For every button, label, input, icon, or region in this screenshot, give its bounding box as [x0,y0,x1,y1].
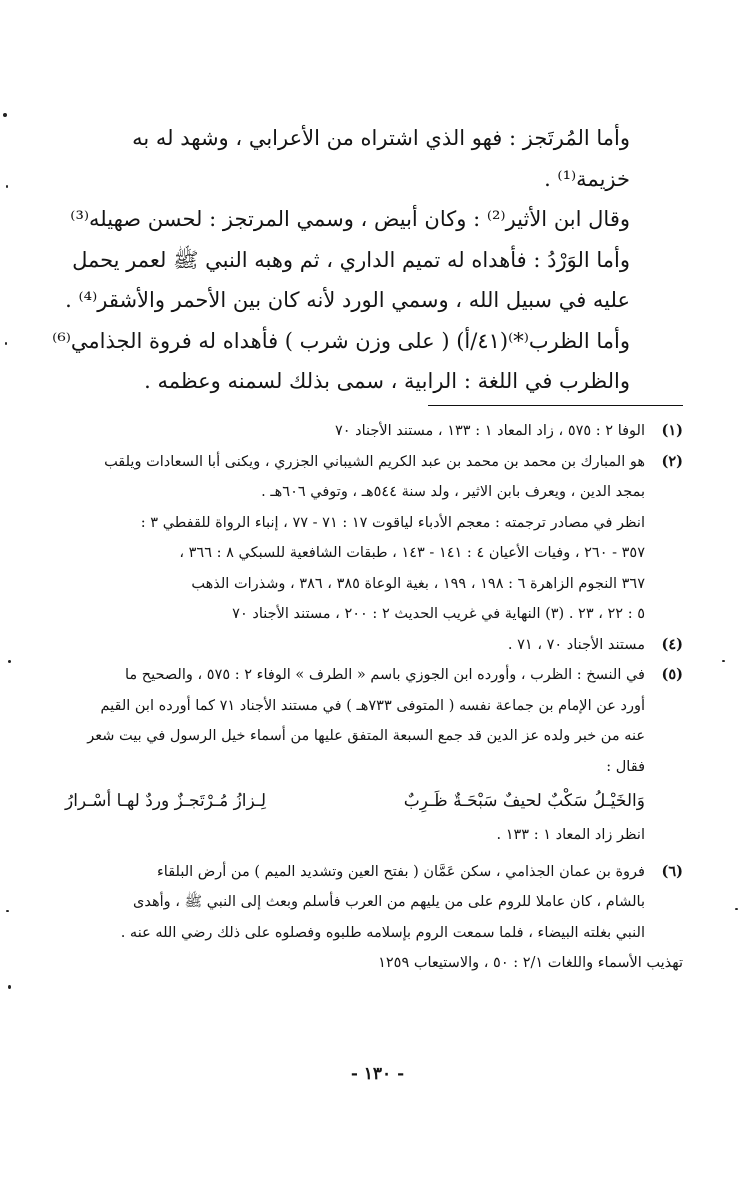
body-line: وأما الظرب⁽*⁾(٤١/أ) ( على وزن شرب ) فأهداه له فروة الجذامي⁽⁶⁾ [52,328,630,353]
scan-speck [8,985,11,989]
footnote-line: ٥ : ٢٢ ، ٢٣ . (٣) النهاية في غريب الحديث ٢ : ٢٠٠ ، مستند الأجناد ٧٠ [232,606,645,622]
footnote-line: ٣٥٧ - ٢٦٠ ، وفيات الأعيان ٤ : ١٤١ - ١٤٣ ، طبقات الشافعية للسبكي ٨ : ٣٦٦ ، [179,545,645,561]
body-line: وقال ابن الأثير⁽²⁾ : وكان أبيض ، وسمي المرتجز : لحسن صهيله⁽³⁾ [70,207,630,231]
main-text [52,118,630,402]
footnote-line: تهذيب الأسماء واللغات ٢/١ : ٥٠ ، والاستيعاب ١٢٥٩ [378,955,683,971]
footnote-number: (٢) [661,452,683,470]
footnote-line: الوفا ٢ : ٥٧٥ ، زاد المعاد ١ : ١٣٣ ، مستند الأجناد ٧٠ [334,423,645,439]
footnote-number: (١) [661,422,683,439]
footnote-line: هو المبارك بن محمد بن محمد بن عبد الكريم الشيباني الجزري ، ويكنى أبا السعادات ويلقب [104,453,645,470]
footnote-line: أورد عن الإمام بن جماعة نفسه ( المتوفى ٧٣٣هـ ) في مستند الأجناد ٧١ كما أورده ابن القيم [100,697,645,714]
footnote-6 [55,857,683,979]
footnote-2 [55,447,683,630]
footnote-number: (٦) [661,862,683,880]
scan-speck [8,660,11,663]
footnote-line: انظر زاد المعاد ١ : ١٣٣ . [496,827,645,843]
scan-speck [5,342,7,345]
verse-first-hemistich: وَالخَيْـلُ سَكْبٌ لحيفٌ سَبْحَـةٌ ظَـرِبٌ [403,791,645,811]
footnote-line: بالشام ، كان عاملا للروم على من يليهم من العرب فأسلم وبعث إلى النبي ﷺ ، وأهدى [133,894,645,910]
scan-speck [735,908,738,910]
footnote-5 [55,660,683,851]
page-number: - ١٣٠ - [350,1064,405,1084]
footnote-4 [55,630,683,661]
footnote-number: (٥) [661,666,683,683]
footnotes [55,416,683,979]
verse-second-hemistich: لِـزازُ مُـرْتَجـزٌ وردٌ لهـا أسْـرارُ [65,791,267,811]
scan-speck [6,185,8,188]
body-line: وأما المُرتَجز : فهو الذي اشتراه من الأعرابي ، وشهد له به [132,126,630,150]
footnote-line: انظر في مصادر ترجمته : معجم الأدباء لياقوت ١٧ : ٧١ - ٧٧ ، إنباء الرواة للقفطي ٣ : [140,514,645,531]
body-line: وأما الوَرْدُ : فأهداه له تميم الداري ، ثم وهبه النبي ﷺ لعمر يحمل [72,247,630,272]
footnote-line: فقال : [606,758,645,775]
body-line: عليه في سبيل الله ، وسمي الورد لأنه كان بين الأحمر والأشقر⁽⁴⁾ . [65,288,630,312]
footnote-divider [428,405,683,406]
scan-speck [6,910,9,912]
body-line: خزيمة⁽¹⁾ . [544,166,630,191]
scan-speck [3,113,7,117]
footnote-line: ٣٦٧ النجوم الزاهرة ٦ : ١٩٨ ، ١٩٩ ، بغية الوعاة ٣٨٥ ، ٣٨٦ ، وشذرات الذهب [191,575,645,592]
poem-verse [55,782,645,820]
body-line: والظرب في اللغة : الرابية ، سمى بذلك لسمنه وعظمه . [144,369,630,393]
footnote-line: بمجد الدين ، ويعرف بابن الاثير ، ولد سنة ٥٤٤هـ ، وتوفي ٦٠٦هـ . [261,484,645,500]
footnote-line: فروة بن عمان الجذامي ، سكن عَمَّان ( بفتح العين وتشديد الميم ) من أرض البلقاء [156,863,645,880]
footnote-line: في النسخ : الظرب ، وأورده ابن الجوزي باسم « الطرف » الوفاء ٢ : ٥٧٥ ، والصحيح ما [124,667,645,683]
footnote-line: النبي بغلته البيضاء ، فلما سمعت الروم بإسلامه طلبوه وفصلوه على ذلك رضي الله عنه . [120,924,645,941]
footnote-number: (٤) [661,635,683,653]
footnote-1 [55,416,683,447]
footnote-line: مستند الأجناد ٧٠ ، ٧١ . [507,636,645,653]
scan-speck [722,660,725,662]
footnote-line: عنه من خبر ولده عز الدين قد جمع السبعة المتفق عليها من أسماء خيل الرسول في بيت شعر [87,728,645,744]
